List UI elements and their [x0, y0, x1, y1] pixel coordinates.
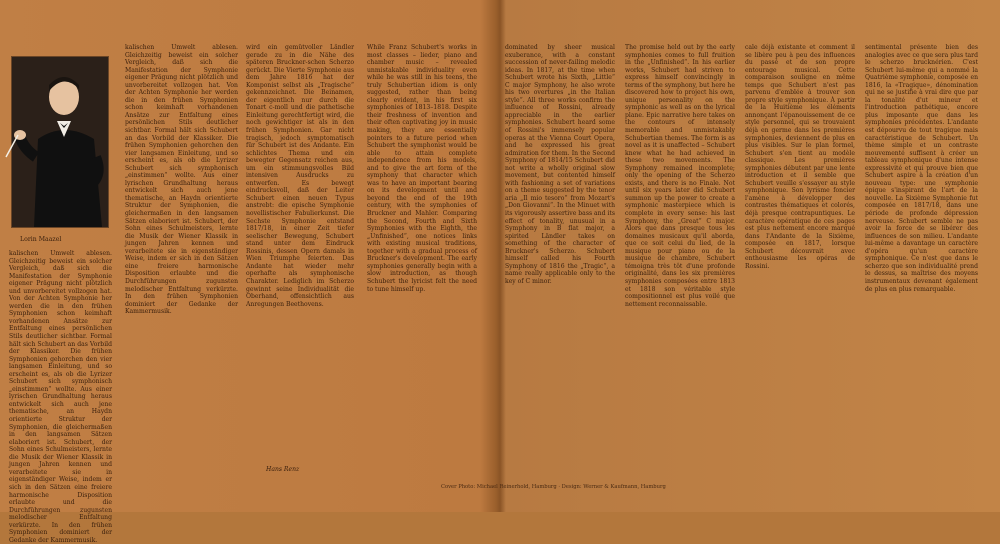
english-french-text-column: The promise held out by the early symphonies comes to full fruition in the „Unfinished“. In his earlier works, Schubert had striven to express himself convincingly in terms of the symphony, but here he discovered how to project his own, unique personality on the symphonic as well as on the lyrical plane. Epic narrative here takes on the contours of intensely memorable and unmistakably Schubertian themes. The form is as novel as it is unaffected – Schubert knew what he had achieved in these two movements. The Symphony remained incomplete; only the opening of the Scherzo exists, and there is no Finale. Not until six years later did Schubert summon up the power to create a symphonic masterpiece which is complete in every sense: his last Symphony, the „Great“ C major. Alors que dans presque tous les domaines musicaux qu'il aborda, que ce soit celui du lied, de la musique pour piano ou de la musique de chambre, Schubert témoigna très tôt d'une profonde originalité, dans les six premières symphonies composées entre 1813 et 1818 son véritable style compositionnel est plus voilé que nettement reconnaissable.	[625, 44, 735, 308]
right-page	[505, 0, 1000, 512]
signature: Hans Renz	[266, 466, 300, 473]
german-text-column-2: kalischen Umwelt ablesen. Gleichzeitig beweist ein solcher Vergleich, daß sich die Manifestation der Symphonie eigener Prägung nicht plötzlich und unvorbereitet vollzogen hat. Von der Achten Symphonie her werden die in den frühen Symphonien schon keimhaft vorhandenen Ansätze zur Entfaltung eines persönlichen Stils deutlicher sichtbar. Formal hält sich Schubert an das Vorbild der Klassiker. Die frühen Symphonien gehorchen den vier langsamen Einleitung, und so erscheint es, als ob die Lyrizer Schubert sich symphonisch „einstimmen“ wollte. Aus einer lyrischen Grundhaltung heraus entwickelt sich auch jene thematische, an Haydn orientierte Struktur der Symphonien, die gleichermaßen in den langsamen Sätzen elaboriert ist. Schubert, der Sohn eines Schulmeisters, lernte die Musik der Wiener Klassik in jungen Jahren kennen und verarbeitete sie in eigenständiger Weise, indem er sich in den Sätzen eine freiere harmonische Disposition erlaubte und die Durchführungen zugunsten melodischer Entfaltung verkürzte. In den frühen Symphonien dominiert der Gedanke der Kammermusik.	[125, 44, 238, 316]
conductor-photo	[11, 56, 109, 228]
french-text-column-1: cale déjà existante et comment il se libère peu à peu des influences du passé et de son propre entourage musical. Cette comparaison souligne en même temps que Schubert n'est pas parvenu d'emblée à trouver son propre style symphonique. À partir de la Huitième les éléments annonçant l'épanouissement de ce style personnel, qui se trouvaient déjà en germe dans les premières symphonies, deviennent de plus en plus visibles. Sur le plan formel, Schubert s'en tient au modèle classique. Les premières symphonies débutent par une lente introduction et il semble que Schubert veuille s'essayer au style symphonique. Son lyrisme foncier l'amène à développer des contrastes thématiques et colorés, déjà presque contrapuntiques. Le caractère opératique de ces pages est plus nettement encore marqué dans l'Andante de la Sixième, composée en 1817, lorsque Schubert découvrait avec enthousiasme les opéras de Rossini.	[745, 44, 855, 270]
photo-caption: Lorin Maazel	[20, 236, 62, 243]
conductor-portrait-image	[12, 57, 108, 227]
english-text-column-2: dominated by sheer musical exuberance, with a constant succession of never-failing melodic ideas. In 1817, at the time when Schubert wrote his Sixth, „Little“ C major Symphony, he also wrote his two overtures „in the Italian style“. All three works confirm the influence of Rossini, already appreciable in the earlier symphonies. Schubert heard some of Rossini's immensely popular operas at the Vienna Court Opera, and he expressed his great admiration for them. In the Second Symphony of 1814/15 Schubert did not write a wholly original slow movement, but contented himself with fashioning a set of variations on a theme suggested by the tenor aria „Il mio tesoro“ from Mozart's „Don Giovanni“. In the Minuet with its vigorously assertive bass and its effect of tonality, unusual in a Symphony in B flat major, a spirited Ländler takes on something of the character of Bruckner's Scherzo. Schubert himself called his Fourth Symphony of 1816 the „Tragic“, a name really applicable only to the key of C minor.	[505, 44, 615, 285]
german-text-column-3: wird ein gemütvoller Ländler gerade zu in die Nähe des späteren Bruckner-schen Scherzo gerückt. Die Vierte Symphonie aus dem Jahre 1816 hat der Komponist selbst als „Tragische“ gekennzeichnet. Die Beinamen, der eigentlich nur durch die Tonart c-moll und die pathetische Einleitung gerechtfertigt wird, die noch gewichtiger ist als in den frühen Symphonien. Gar nicht tragisch, jedoch symptomatisch für Schubert ist des Andante. Ein schlichtes Thema und ein bewegter Gegensatz reichen aus, um ein stimmungsvolles Bild intensiven Ausdrucks zu entwerfen. Es bewegt eindrucksvoll, daß der Leiter Schubert einen neuen Typus anstrebt: die epische Symphonie novellistischer Fabulierkunst. Die Sechste Symphonie entstand 1817/18, in einer Zeit tiefer seelischer Bewegung, Schubert stand unter dem Eindruck Rossinis, dessen Opern damals in Wien Triumphe feierten. Das Andante hat wieder mehr operhafte als symphonische Charakter. Lediglich im Scherzo gewinnt seine Individualität die Oberhand, offensichtlich aus Anregungen Beethovens.	[246, 44, 354, 308]
german-text-column-1: kalischen Umwelt ablesen. Gleichzeitig beweist ein solcher Vergleich, daß sich die Manifestation der Symphonie eigener Prägung nicht plötzlich und unvorbereitet vollzogen hat. Von der Achten Symphonie her werden die in den frühen Symphonien schon keimhaft vorhandenen Ansätze zur Entfaltung eines persönlichen Stils deutlicher sichtbar. Formal hält sich Schubert an das Vorbild der Klassiker. Die frühen Symphonien gehorchen den vier langsamen Einleitung, und so erscheint es, als ob die Lyrizer Schubert sich symphonisch „einstimmen“ wollte. Aus einer lyrischen Grundhaltung heraus entwickelt sich auch jene thematische, an Haydn orientierte Struktur der Symphonien, die gleichermaßen in den langsamen Sätzen elaboriert ist. Schubert, der Sohn eines Schulmeisters, lernte die Musik der Wiener Klassik in jungen Jahren kennen und verarbeitete sie in eigenständiger Weise, indem er sich in den Sätzen eine freiere harmonische Disposition erlaubte und die Durchführungen zugunsten melodischer Entfaltung verkürzte. In den frühen Symphonien dominiert der Gedanke der Kammermusik.	[9, 250, 112, 544]
photo-credit: Cover Photo: Michael Reinerhold, Hamburg · Design: Werner & Kaufmann, Hamburg	[441, 484, 666, 490]
french-text-column-2: sentimental présente bien des analogies avec ce que sera plus tard le scherzo brucknérien. C'est Schubert lui-même qui a nommé la Quatrième symphonie, composée en 1816, la «Tragique», dénomination qui ne se justifie à vrai dire que par la tonalité d'ut mineur et l'introduction pathétique, encore plus imposante que dans les symphonies précédentes. L'andante est dépourvu de tout tragique mais caractéristique de Schubert. Un thème simple et un contraste mouvementé suffisent à créer un tableau symphonique d'une intense expressivité et qui prouve bien que Schubert aspire à la création d'un nouveau type: une symphonie épique s'inspirant de l'art de la nouvelle. La Sixième Symphonie fut composée en 1817/18, dans une période de profonde dépression nerveuse. Schubert semble ne pas avoir la force de se libérer des influences de son milieu. L'andante lui-même a davantage un caractère d'opéra qu'un caractère symphonique. Ce n'est que dans le scherzo que son individualité prend le dessus, sa maîtrise des moyens instrumentaux devenant également de plus en plus remarquable.	[865, 44, 978, 293]
english-text-column-1: While Franz Schubert's works in most classes – lieder, piano and chamber music – revealed unmistakable individuality even while he was still in his teens, the truly Schubertian idiom is only suggested, rather than being clearly evident, in his first six symphonies of 1813–1818. Despite their freshness of invention and their often captivating joy in music making, they are essentially pointers to a future period when Schubert the symphonist would be able to attain complete independence from his models, and to give the art form of the symphony that character which was to have an important bearing on its development until and beyond the end of the 19th century, with the symphonies of Bruckner and Mahler. Comparing the Second, Fourth and Sixth Symphonies with the Eighth, the „Unfinished“, one notices links with existing musical traditions, together with a gradual process of Bruckner's development. The early symphonies generally begin with a slow introduction, as though Schubert the lyricist felt the need to tune himself up.	[367, 44, 477, 293]
